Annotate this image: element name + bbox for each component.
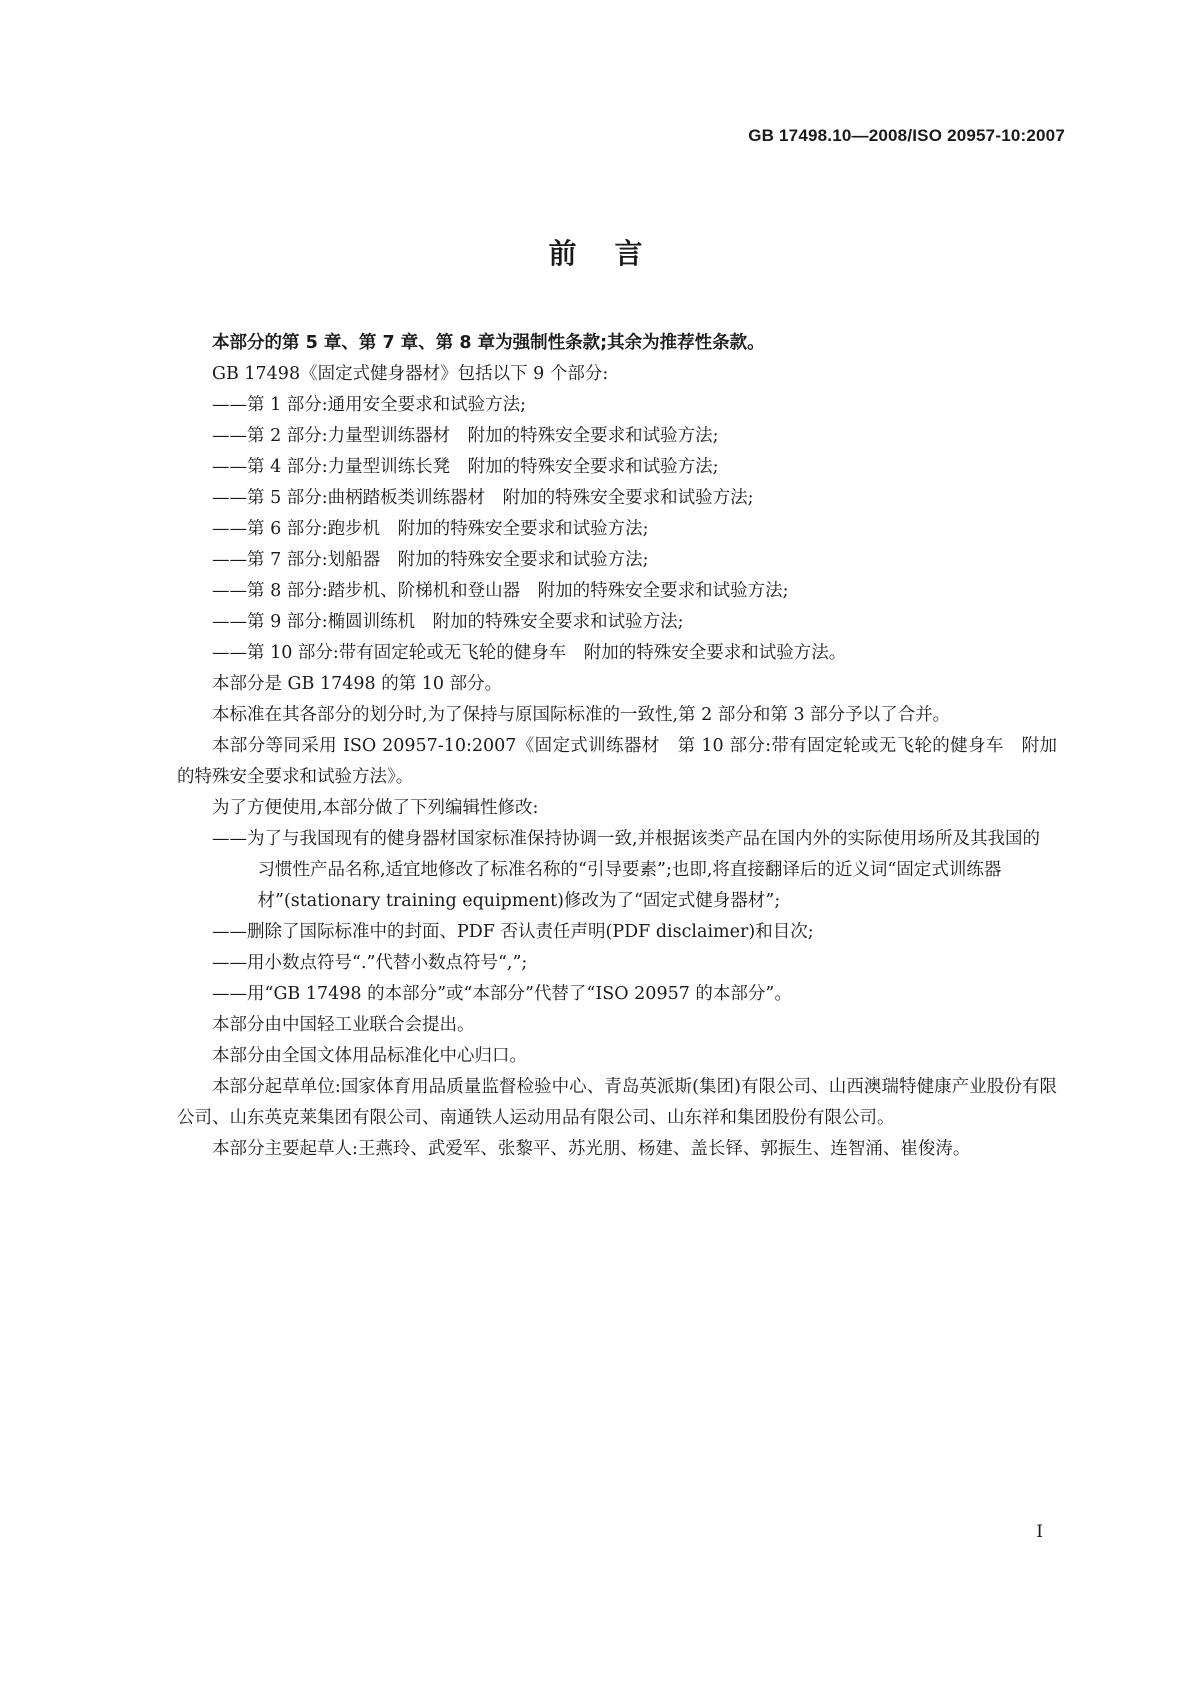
equivalence-statement: 本部分等同采用 ISO 20957-10:2007《固定式训练器材 第 10 部分:带有固定轮或无飞轮的健身车 附加的特殊安全要求和试验方法》。 [177,736,1057,787]
edits-intro: 为了方便使用,本部分做了下列编辑性修改: [212,798,539,818]
this-part-statement: 本部分是 GB 17498 的第 10 部分。 [212,674,503,694]
part-list-item: ——第 1 部分:通用安全要求和试验方法; [212,395,527,415]
edit-list-item: ——为了与我国现有的健身器材国家标准保持协调一致,并根据该类产品在国内外的实际使用场所及其我国的习惯性产品名称,适宜地修改了标准名称的“引导要素”;也即,将直接翻译后的近义词“固定式训练器材”(stationary training equipment)修改为了“固定式健身器材”; [212,829,1041,911]
edit-list-item: ——用“GB 17498 的本部分”或“本部分”代替了“ISO 20957 的本部分”。 [212,984,792,1004]
parts-intro: GB 17498《固定式健身器材》包括以下 9 个部分: [212,364,609,384]
centralized-by: 本部分由全国文体用品标准化中心归口。 [212,1046,527,1066]
part-list-item: ——第 8 部分:踏步机、阶梯机和登山器 附加的特殊安全要求和试验方法; [212,581,789,601]
proposed-by: 本部分由中国轻工业联合会提出。 [212,1015,475,1035]
page-number: I [1036,1522,1043,1542]
drafting-units: 本部分起草单位:国家体育用品质量监督检验中心、青岛英派斯(集团)有限公司、山西澳瑞特健康产业股份有限公司、山东英克莱集团有限公司、南通铁人运动用品有限公司、山东祥和集团股份有限公司。 [177,1077,1057,1128]
mandatory-clause-note: 本部分的第 5 章、第 7 章、第 8 章为强制性条款;其余为推荐性条款。 [212,333,765,353]
part-list-item: ——第 4 部分:力量型训练长凳 附加的特殊安全要求和试验方法; [212,457,719,477]
part-list-item: ——第 2 部分:力量型训练器材 附加的特殊安全要求和试验方法; [212,426,719,446]
edit-list-item: ——用小数点符号“.”代替小数点符号“,”; [212,953,528,973]
page-title: 前言 [548,237,681,270]
part-list-item: ——第 7 部分:划船器 附加的特殊安全要求和试验方法; [212,550,649,570]
part-list-item: ——第 5 部分:曲柄踏板类训练器材 附加的特殊安全要求和试验方法; [212,488,754,508]
part-list-item: ——第 6 部分:跑步机 附加的特殊安全要求和试验方法; [212,519,649,539]
merge-note: 本标准在其各部分的划分时,为了保持与原国际标准的一致性,第 2 部分和第 3 部分予以了合并。 [212,705,951,725]
edit-list-item: ——删除了国际标准中的封面、PDF 否认责任声明(PDF disclaimer)和目次; [212,922,814,942]
foreword-body [177,328,1057,1165]
drafters: 本部分主要起草人:王燕玲、武爱军、张黎平、苏光朋、杨建、盖长铎、郭振生、连智涌、崔俊涛。 [212,1139,971,1159]
part-list-item: ——第 9 部分:椭圆训练机 附加的特殊安全要求和试验方法; [212,612,684,632]
standard-code: GB 17498.10—2008/ISO 20957-10:2007 [748,126,1065,145]
part-list-item: ——第 10 部分:带有固定轮或无飞轮的健身车 附加的特殊安全要求和试验方法。 [212,643,847,663]
